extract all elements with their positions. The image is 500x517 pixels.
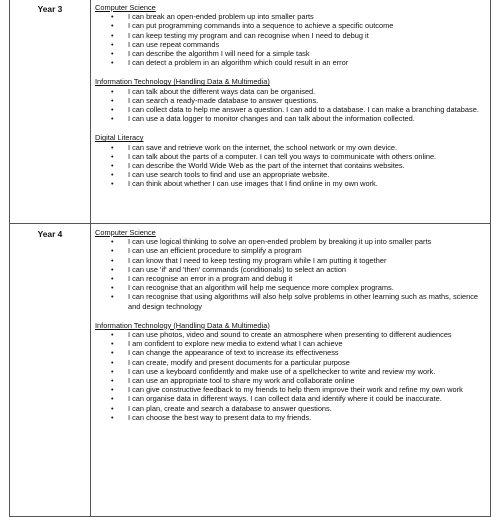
list-item: • I can use 'if' and 'then' commands (conditionals) to select an action — [95, 265, 490, 274]
computer-science-list — [95, 237, 490, 311]
row-divider — [10, 223, 490, 224]
list-item: • I can recognise that using algorithms will also help solve problems in other learning such as maths, science and design technology — [95, 292, 490, 310]
list-item: • I can use a data logger to monitor changes and can talk about the information collected. — [95, 114, 490, 123]
computer-science-list — [95, 12, 490, 67]
section-title-computer-science: Computer Science — [95, 3, 156, 12]
section-title-information-technology: Information Technology (Handling Data & Multimedia) — [95, 77, 270, 87]
list-item: • I can plan, create and search a database to answer questions. — [95, 404, 490, 413]
section-title-information-technology: Information Technology (Handling Data & Multimedia) — [95, 320, 270, 330]
information-technology-list — [95, 87, 490, 124]
list-item: • I can talk about the different ways data can be organised. — [95, 87, 490, 96]
list-item: • I can use an efficient procedure to simplify a program — [95, 246, 490, 255]
list-item: • I can save and retrieve work on the internet, the school network or my own device. — [95, 143, 490, 152]
list-item: • I can keep testing my program and can recognise when I need to debug it — [95, 31, 490, 40]
list-item: • I can use a keyboard confidently and make use of a spellchecker to write and review my work. — [95, 367, 490, 376]
list-item: • I can put programming commands into a sequence to achieve a specific outcome — [95, 21, 490, 30]
year-3-label: Year 3 — [37, 4, 63, 14]
section-title-digital-literacy: Digital Literacy — [95, 133, 144, 143]
list-item: • I can give constructive feedback to my friends to help them improve their work and refine my own work — [95, 385, 490, 394]
list-item: • I can use repeat commands — [95, 40, 490, 49]
list-item: • I can think about whether I can use images that I find online in my own work. — [95, 179, 490, 188]
column-divider — [90, 0, 91, 516]
list-item: • I can detect a problem in an algorithm which could result in an error — [95, 58, 490, 67]
list-item: • I can create, modify and present documents for a particular purpose — [95, 358, 490, 367]
list-item: • I can describe the algorithm I will need for a simple task — [95, 49, 490, 58]
section-title-computer-science: Computer Science — [95, 228, 156, 237]
list-item: • I can choose the best way to present data to my friends. — [95, 413, 490, 422]
curriculum-table — [9, 0, 491, 517]
year-4-content — [95, 228, 490, 422]
list-item: • I can search a ready-made database to answer questions. — [95, 96, 490, 105]
list-item: • I can use photos, video and sound to create an atmosphere when presenting to different audiences — [95, 330, 490, 339]
information-technology-list — [95, 330, 490, 422]
list-item: • I can use an appropriate tool to share my work and collaborate online — [95, 376, 490, 385]
year-4-label: Year 4 — [37, 229, 63, 239]
list-item: • I am confident to explore new media to extend what I can achieve — [95, 339, 490, 348]
year-3-content — [95, 3, 490, 189]
list-item: • I can talk about the parts of a computer. I can tell you ways to communicate with others online. — [95, 152, 490, 161]
digital-literacy-list — [95, 143, 490, 189]
list-item: • I can change the appearance of text to increase its effectiveness — [95, 348, 490, 357]
list-item: • I can use search tools to find and use an appropriate website. — [95, 170, 490, 179]
list-item: • I can recognise that an algorithm will help me sequence more complex programs. — [95, 283, 490, 292]
list-item: • I can break an open-ended problem up into smaller parts — [95, 12, 490, 21]
list-item: • I can collect data to help me answer a question. I can add to a database. I can make a branching database. — [95, 105, 490, 114]
list-item: • I can recognise an error in a program and debug it — [95, 274, 490, 283]
list-item: • I can use logical thinking to solve an open-ended problem by breaking it up into smaller parts — [95, 237, 490, 246]
list-item: • I can describe the World Wide Web as the part of the internet that contains websites. — [95, 161, 490, 170]
list-item: • I can know that I need to keep testing my program while I am putting it together — [95, 256, 490, 265]
list-item: • I can organise data in different ways. I can collect data and identify where it could be inaccurate. — [95, 394, 490, 403]
